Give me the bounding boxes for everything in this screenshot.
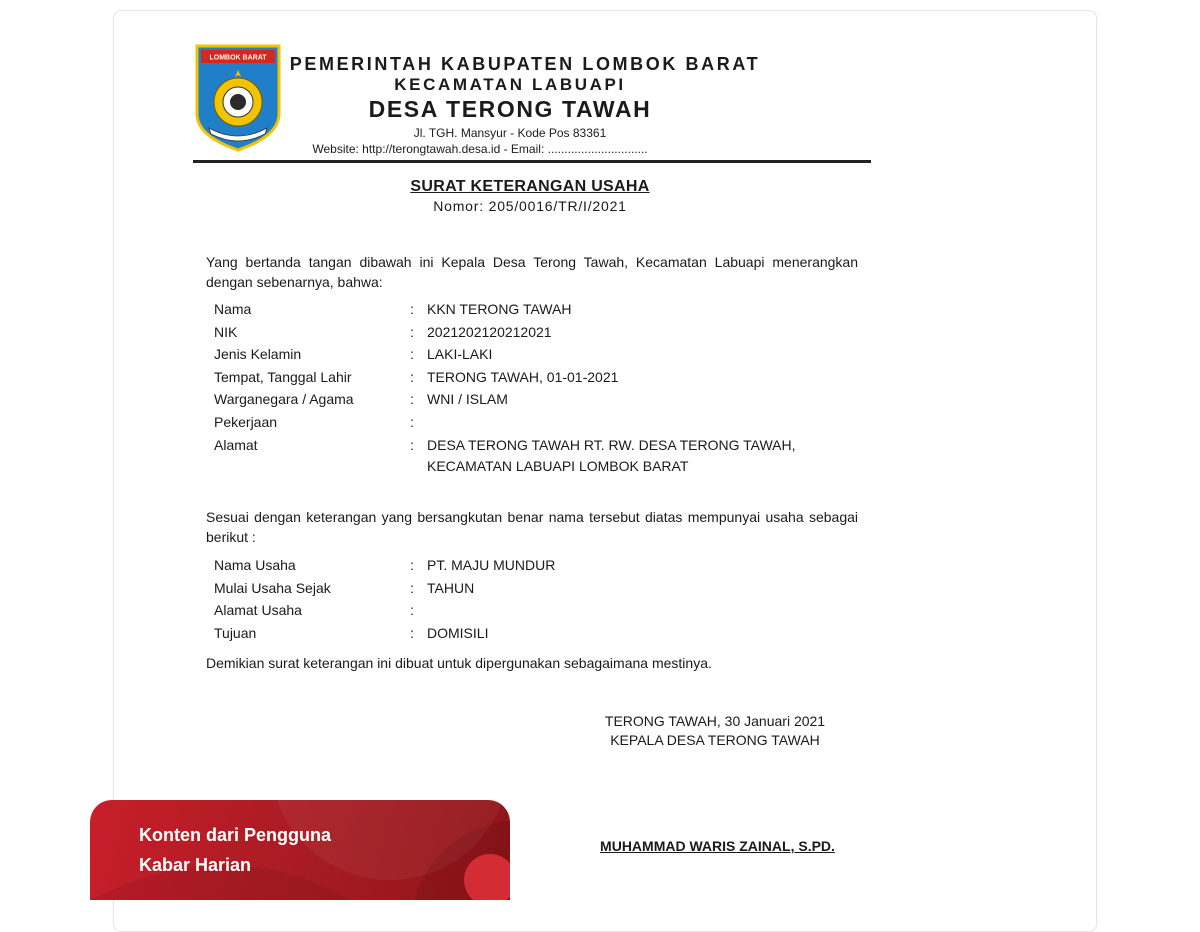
banner-author[interactable]: Kabar Harian — [139, 855, 252, 875]
field-label: Nama — [214, 301, 252, 317]
field-row — [214, 366, 874, 389]
intro-paragraph: Yang bertanda tangan dibawah ini Kepala Desa Terong Tawah, Kecamatan Labuapi menerangkan dengan sebenarnya, bahwa: — [206, 254, 858, 290]
letterhead-contact: Website: http://terongtawah.desa.id - Email: .............................. — [312, 142, 648, 156]
field-row — [214, 577, 874, 600]
field-value: DOMISILI — [427, 624, 489, 641]
field-value: TERONG TAWAH, 01-01-2021 — [427, 368, 619, 385]
field-colon: : — [410, 346, 414, 363]
field-value: TAHUN — [427, 579, 475, 596]
field-value: LAKI-LAKI — [427, 346, 493, 363]
field-colon: : — [410, 323, 414, 340]
letterhead-line3: DESA TERONG TAWAH — [368, 96, 652, 122]
letter-number: Nomor: 205/0016/TR/I/2021 — [433, 198, 627, 214]
business-fields — [214, 554, 874, 644]
field-row — [214, 411, 874, 434]
field-label: Mulai Usaha Sejak — [214, 579, 331, 596]
field-colon: : — [410, 602, 414, 619]
field-label: Tempat, Tanggal Lahir — [214, 368, 352, 385]
logo-text: LOMBOK BARAT — [209, 54, 267, 62]
field-colon: : — [410, 391, 414, 408]
field-colon: : — [410, 413, 414, 430]
field-value: KKN TERONG TAWAH — [427, 301, 572, 317]
user-content-banner — [90, 800, 510, 900]
closing-paragraph: Demikian surat keterangan ini dibuat untuk dipergunakan sebagaimana mestinya. — [206, 655, 712, 671]
signer-name: MUHAMMAD WARIS ZAINAL, S.PD. — [600, 838, 835, 854]
field-colon: : — [410, 436, 414, 453]
field-row — [214, 321, 874, 344]
banner-label: Konten dari Pengguna — [139, 825, 332, 845]
signature-block — [560, 712, 870, 750]
signature-position: KEPALA DESA TERONG TAWAH — [610, 732, 820, 748]
letter-title-main: SURAT KETERANGAN USAHA — [410, 178, 650, 195]
field-label: Tujuan — [214, 624, 257, 641]
field-label: Nama Usaha — [214, 557, 296, 573]
letterhead-address: Jl. TGH. Mansyur - Kode Pos 83361 — [413, 126, 607, 140]
letterhead-line2: KECAMATAN LABUAPI — [394, 75, 626, 94]
field-label: Pekerjaan — [214, 413, 278, 430]
field-colon: : — [410, 579, 414, 596]
field-colon: : — [410, 368, 414, 385]
letter-title — [380, 178, 680, 214]
field-colon: : — [410, 557, 414, 573]
field-row — [214, 298, 874, 321]
field-value: DESA TERONG TAWAH RT. RW. DESA TERONG TAWAH, KECAMATAN LABUAPI LOMBOK BARAT — [427, 436, 796, 474]
letterhead — [290, 53, 770, 157]
field-value — [427, 599, 867, 622]
field-value: PT. MAJU MUNDUR — [427, 557, 556, 573]
field-value: WNI / ISLAM — [427, 391, 508, 408]
signature-place-date: TERONG TAWAH, 30 Januari 2021 — [604, 713, 826, 729]
field-row — [214, 554, 874, 577]
letterhead-divider — [193, 160, 871, 163]
field-colon: : — [410, 624, 414, 641]
field-row — [214, 622, 874, 645]
field-value: 2021202120212021 — [427, 323, 552, 340]
banner-decoration — [90, 800, 510, 900]
letterhead-line1: PEMERINTAH KABUPATEN LOMBOK BARAT — [289, 54, 761, 74]
person-fields — [214, 298, 874, 477]
field-label: Alamat — [214, 436, 258, 453]
field-label: NIK — [214, 323, 238, 340]
field-row — [214, 388, 874, 411]
field-label: Warganegara / Agama — [214, 391, 354, 408]
field-label: Jenis Kelamin — [214, 346, 302, 363]
field-row — [214, 599, 874, 622]
field-row — [214, 434, 874, 477]
field-colon: : — [410, 301, 414, 317]
business-intro-paragraph: Sesuai dengan keterangan yang bersangkutan benar nama tersebut diatas mempunyai usaha sebagai berikut : — [206, 509, 858, 545]
field-row — [214, 343, 874, 366]
field-value — [427, 411, 867, 434]
field-label: Alamat Usaha — [214, 602, 302, 619]
